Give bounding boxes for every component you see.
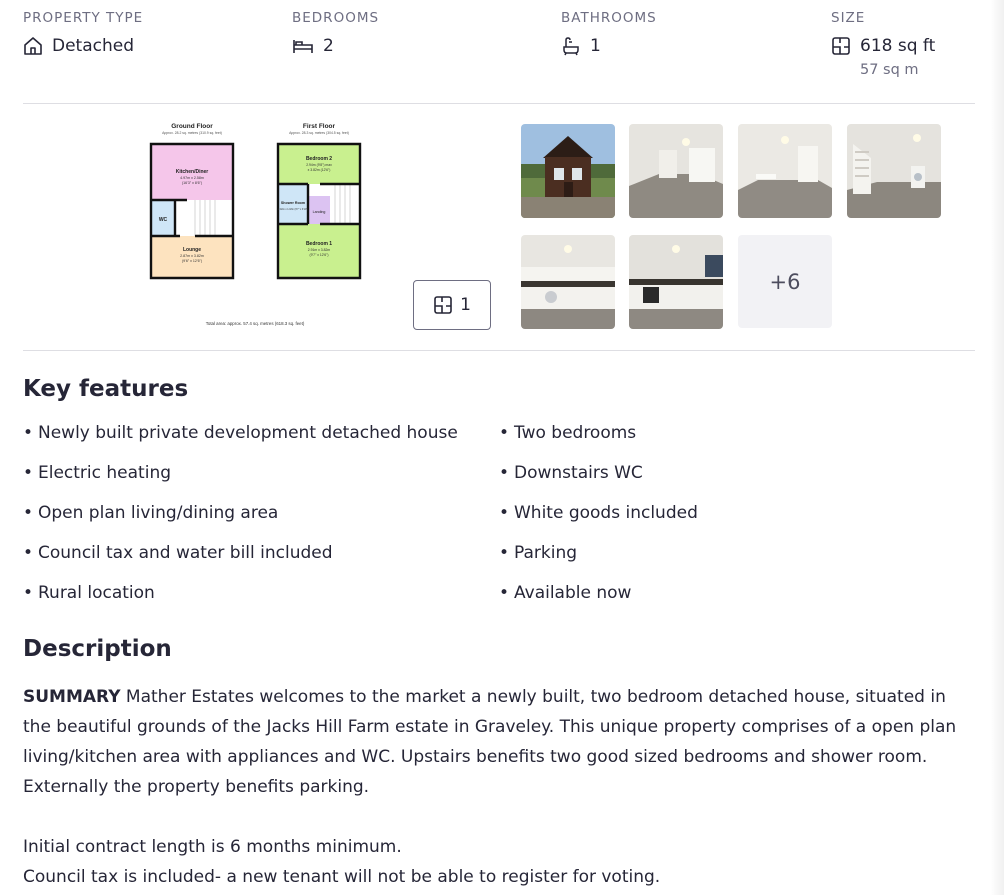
summary-label: SUMMARY: [23, 687, 121, 707]
floorplan-button[interactable]: [413, 280, 491, 330]
feature-item: • Rural location: [23, 583, 155, 603]
photo-thumbnail[interactable]: [521, 235, 615, 329]
feature-item: • Newly built private development detached house: [23, 423, 458, 443]
stat-value: 618 sq ft: [860, 36, 936, 56]
bedroom-1-label: Bedroom 1: [305, 241, 333, 247]
contract-length-text: Initial contract length is 6 months minimum.: [23, 837, 402, 857]
first-floor-title: First Floor: [302, 123, 336, 130]
more-photos-count: +6: [769, 269, 801, 294]
photo-thumbnail[interactable]: [521, 124, 615, 218]
feature-item: • White goods included: [499, 503, 698, 523]
bedroom-2-dimensions: 2.94m (9'8") max: [306, 163, 332, 167]
stat-bedrooms: [292, 10, 379, 56]
photo-thumbnail[interactable]: [738, 124, 832, 218]
stat-label: BATHROOMS: [561, 10, 657, 26]
kitchen-dimensions: 4.97m x 2.58m: [180, 176, 204, 180]
landing-label: Landing: [312, 210, 326, 214]
stat-value: 2: [323, 36, 334, 56]
bedroom-2-label: Bedroom 2: [305, 156, 333, 162]
stat-value: 1: [590, 36, 601, 56]
lounge-dimensions-imperial: (9'6" x 12'6"): [181, 259, 203, 263]
photo-thumbnail[interactable]: [847, 124, 941, 218]
feature-item: • Two bedrooms: [499, 423, 636, 443]
stat-property-type: [23, 10, 143, 56]
feature-item: • Parking: [499, 543, 577, 563]
right-edge-shadow: [990, 0, 1004, 895]
stat-label: SIZE: [831, 10, 866, 26]
floorplan-count: 1: [460, 295, 471, 315]
stat-label: PROPERTY TYPE: [23, 10, 144, 26]
ground-floor-area: Approx. 28.2 sq. metres (310.9 sq. feet): [162, 131, 222, 135]
stat-label: BEDROOMS: [292, 10, 380, 26]
first-floor-area: Approx. 28.3 sq. metres (304.5 sq. feet): [289, 131, 349, 135]
bedroom-2-dimensions-2: x 3.82m (12'6"): [307, 168, 331, 172]
floorplan-icon: [433, 295, 453, 315]
lounge-dimensions: 2.87m x 3.82m: [180, 254, 204, 258]
council-tax-text: Council tax is included- a new tenant will not be able to register for voting.: [23, 867, 661, 887]
description-heading: Description: [23, 636, 172, 662]
bedroom-1-dimensions-imperial: (9'7" x 12'6"): [309, 253, 329, 257]
key-features-heading: Key features: [23, 376, 189, 402]
floorplan-image[interactable]: [140, 120, 366, 332]
floorplan-icon: [831, 36, 851, 56]
kitchen-label: Kitchen/Diner: [175, 169, 209, 175]
kitchen-dimensions-imperial: (16'3" x 8'6"): [181, 181, 203, 185]
feature-item: • Open plan living/dining area: [23, 503, 278, 523]
shower-room-dimensions: 2.02m x 1.18m (6'7" x 3'10"): [278, 208, 308, 211]
feature-item: • Electric heating: [23, 463, 171, 483]
summary-text: Mather Estates welcomes to the market a newly built, two bedroom detached house, situated in the beautiful grounds of the Jacks Hill Farm estate in Graveley. This unique property comprises of a open plan living/kitchen area with appliances and WC. Upstairs benefits two good sized bedrooms and shower room. Externally the property benefits parking.: [23, 687, 957, 797]
property-stats-bar: [23, 0, 975, 104]
house-icon: [23, 36, 43, 56]
photo-thumbnail[interactable]: [629, 124, 723, 218]
wc-label: WC: [158, 217, 168, 223]
stat-bathrooms: [561, 10, 657, 56]
stat-sub-value: 57 sq m: [860, 62, 919, 78]
media-gallery: [23, 104, 975, 351]
feature-item: • Available now: [499, 583, 631, 603]
description-summary: [23, 682, 978, 802]
description-body: [23, 682, 978, 892]
feature-item: • Downstairs WC: [499, 463, 643, 483]
more-photos-button[interactable]: [738, 235, 832, 328]
stat-value: Detached: [52, 36, 135, 56]
feature-item: • Council tax and water bill included: [23, 543, 333, 563]
ground-floor-title: Ground Floor: [171, 123, 213, 130]
floorplan-total-area: Total area: approx. 57.4 sq. metres (618.3 sq. feet): [205, 321, 305, 326]
bedroom-1-dimensions: 2.91m x 3.82m: [307, 248, 331, 252]
stat-size: [831, 10, 935, 78]
bath-icon: [561, 36, 581, 56]
photo-thumbnail[interactable]: [629, 235, 723, 329]
bed-icon: [292, 36, 314, 56]
shower-room-label: Shower Room: [280, 201, 306, 205]
lounge-label: Lounge: [182, 247, 202, 253]
